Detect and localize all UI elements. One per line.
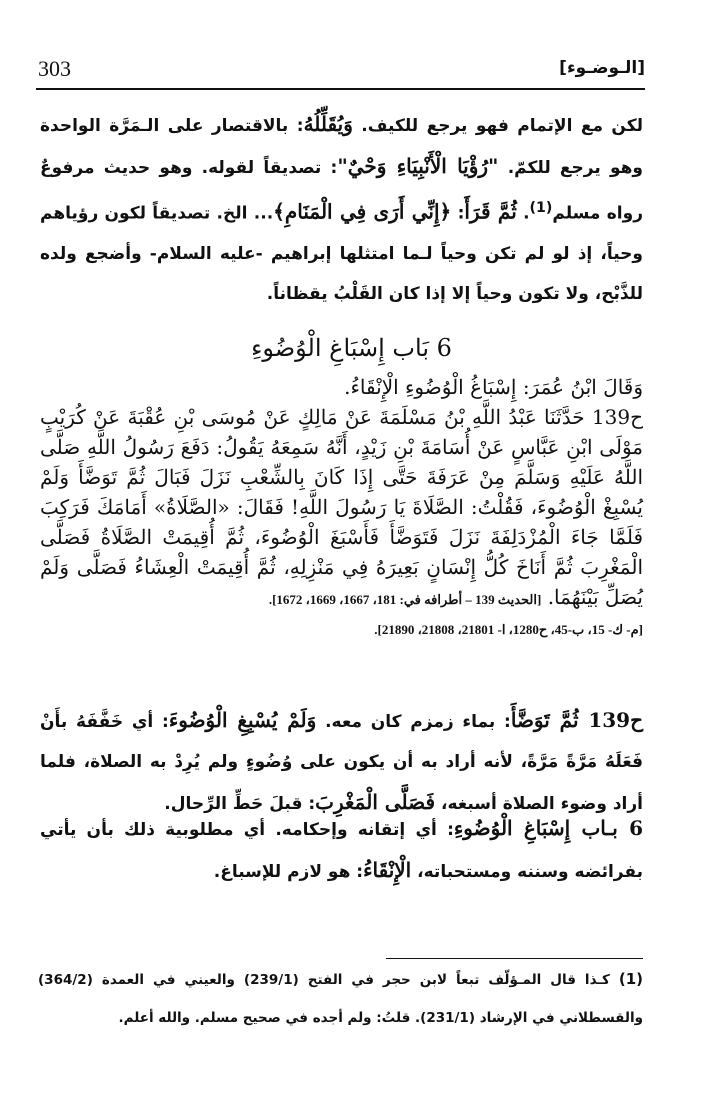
footnote-divider <box>386 958 643 959</box>
commentary-text: : هو لازم للإسباغ. <box>213 862 364 882</box>
highlight-term: "رُؤْيَا الْأَنْبِيَاءِ وَحْيٌ" <box>337 154 499 178</box>
running-head: [الـوضـوء] <box>559 58 645 78</box>
commentary-text: . <box>516 203 530 224</box>
page-number: 303 <box>38 56 71 81</box>
highlight-term: ثُمَّ قَرَأَ <box>464 199 517 224</box>
footnote-text: كـذا قال المـؤلّف تبعاً لابن حجر في الفتح (239/1) والعيني في العمدة (364/2) والقسطلاني في الإرشاد (231/1). قلتُ: ولم أجده في صحيح مسلم. والله أعلم. <box>38 972 643 1026</box>
hadith-block <box>40 372 643 645</box>
hadith-text <box>40 402 643 615</box>
hadith-reference: [الحديث 139 – أطرافه في: 181، 1667، 1669، 1672]. <box>268 592 542 607</box>
highlight-term: فَصَلَّى الْمَغْرِبَ <box>315 790 436 814</box>
highlight-term: الْإِنْقَاءُ <box>363 858 412 882</box>
footnote-number: (1) <box>618 970 643 988</box>
commentary-text: : أي خَفَّفَهُ بأَنْ فَعَلَهُ مَرَّةً مَرَّةً، لأنه أراد به أن يكون على وُضُوءٍ ولم يُرِدْ به الصلاة، فلما أراد وضوء الصلاة أسبغه، <box>40 712 643 814</box>
commentary-text: : قبلَ حَطِّ الرِّحال. <box>164 794 316 814</box>
commentary-text: ... الخ. تصديقاً لكون رؤياهم وحياً، إذ لو لم تكن وحياً لـما امتثلها إبراهيم -عليه السلام- وأضجع ولده للذَّبْح، ولا تكون وحياً إلا إذا كان القَلْبُ يقظاناً. <box>40 203 643 304</box>
commentary-text: : تصديقاً لقوله. وهو حديث مرفوعٌ رواه مسلم <box>40 158 643 224</box>
commentary-text: : أي إتقانه وإحكامه. أي مطلوبية ذلك بأن يأتي بفرائضه وسننه ومستحباته، <box>40 820 643 882</box>
page-header <box>38 56 645 84</box>
commentary-text: لكن مع الإتمام فهو يرجع للكيف. <box>352 116 644 136</box>
commentary-block-1 <box>40 104 643 314</box>
highlight-term: ح139 ثُمَّ تَوَضَّأَ <box>510 708 643 732</box>
commentary-text: : بالاقتصار على الـمَرَّة الواحدة وهو يرجع للكمّ. <box>40 116 643 178</box>
highlight-term: 6 بـاب إِسْبَاغِ الْوُضُوءِ <box>453 816 643 840</box>
highlight-term: وَلَمْ يُسْبِغِ الْوُضُوءَ <box>168 708 317 732</box>
header-divider <box>36 88 645 90</box>
chapter-title: 6 بَاب إِسْبَاغِ الْوُضُوءِ <box>251 334 452 362</box>
commentary-text: : بماء زمزم كان معه. <box>316 712 511 732</box>
hadith-source-reference: [م- ك- 15، ب-45، ح1280، ا- 21801، 21808، 21890]. <box>374 622 643 637</box>
commentary-block-3 <box>40 700 643 824</box>
quran-quote: ﴿إِنِّي أَرَى فِي الْمَنَامِ﴾ <box>273 199 452 224</box>
footnote <box>38 960 643 1037</box>
highlight-term: وَيُقَلِّلُهُ <box>303 112 353 136</box>
hadith-body: ح139 حَدَّثَنَا عَبْدُ اللَّهِ بْنُ مَسْلَمَةَ عَنْ مَالِكٍ عَنْ مُوسَى بْنِ عُقْبَةَ عَنْ كُرَيْبٍ مَوْلَى ابْنِ عَبَّاسٍ عَنْ أُسَامَةَ بْنِ زَيْدٍ، أَنَّهُ سَمِعَهُ يَقُولُ: دَفَعَ رَسُولُ اللَّهِ صَلَّى اللَّهُ عَلَيْهِ وَسَلَّمَ مِنْ عَرَفَةَ حَتَّى إِذَا كَانَ بِالشِّعْبِ نَزَلَ فَبَالَ ثُمَّ تَوَضَّأَ وَلَمْ يُسْبِغْ الْوُضُوءَ، فَقُلْتُ: الصَّلَاةَ يَا رَسُولَ اللَّهِ! فَقَالَ: «الصَّلَاةُ» أَمَامَكَ فَرَكِبَ فَلَمَّا جَاءَ الْمُزْدَلِفَةَ نَزَلَ فَتَوَضَّأَ فَأَسْبَغَ الْوُضُوءَ، ثُمَّ أُقِيمَتْ الصَّلَاةُ فَصَلَّى الْمَغْرِبَ ثُمَّ أَنَاخَ كُلُّ إِنْسَانٍ بَعِيرَهُ فِي مَنْزِلِهِ، ثُمَّ أُقِيمَتْ الْعِشَاءُ فَصَلَّى وَلَمْ يُصَلِّ بَيْنَهُمَا. <box>40 405 643 609</box>
commentary-text: : <box>451 203 465 224</box>
hadith-mualaq: وَقَالَ ابْنُ عُمَرَ: إِسْبَاغُ الْوُضُوءِ الْإِنْقَاءُ. <box>344 375 643 399</box>
footnote-marker: (1) <box>529 200 553 216</box>
